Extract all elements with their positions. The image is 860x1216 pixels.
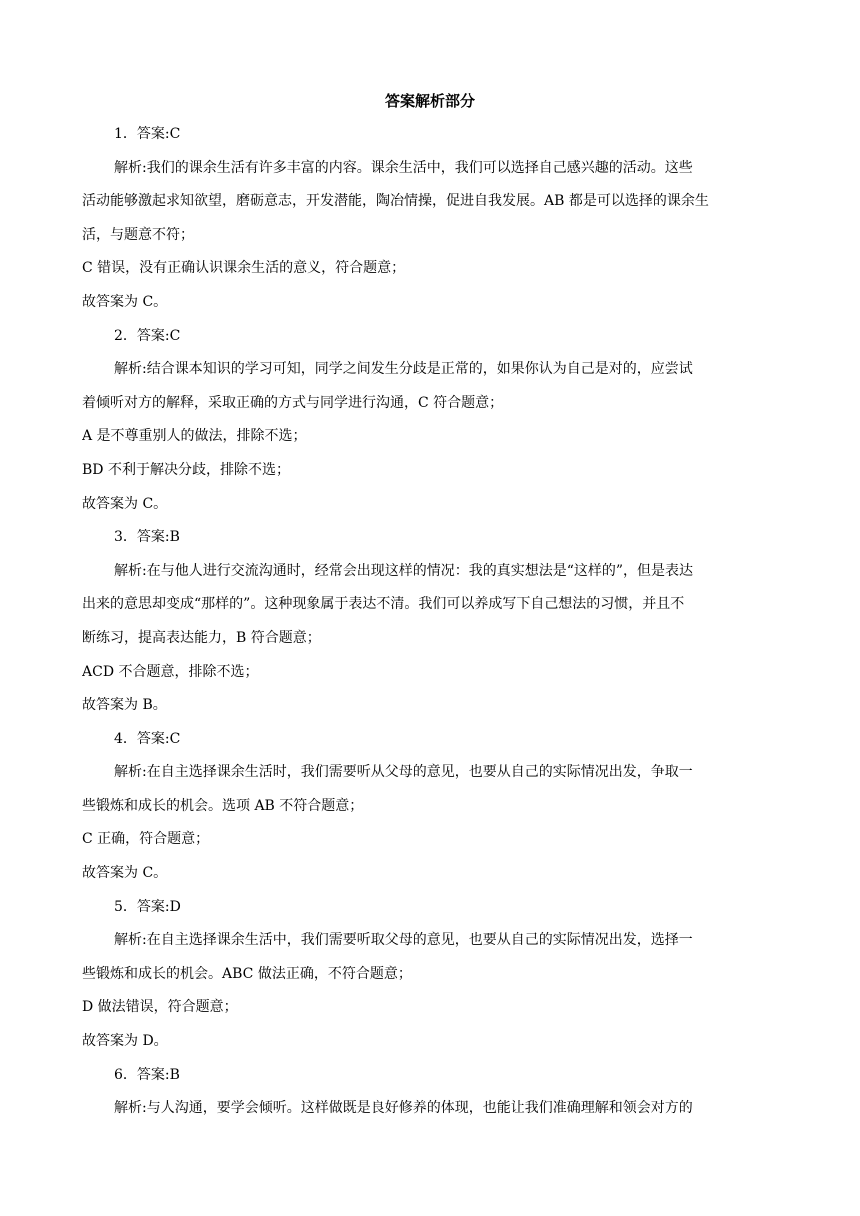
conclusion-line: 故答案为 C。 — [82, 293, 168, 310]
analysis-line: 解析:在与他人进行交流沟通时，经常会出现这样的情况：我的真实想法是“这样的”，但是表达 — [114, 562, 694, 579]
analysis-line: 解析:与人沟通，要学会倾听。这样做既是良好修养的体现，也能让我们准确理解和领会对方的 — [114, 1100, 693, 1117]
conclusion-line: 故答案为 B。 — [82, 697, 167, 714]
analysis-line: 出来的意思却变成“那样的”。这种现象属于表达不清。我们可以养成写下自己想法的习惯，并且不 — [82, 596, 685, 613]
analysis-line: 活，与题意不符； — [82, 226, 194, 243]
analysis-line: 解析:在自主选择课余生活时，我们需要听从父母的意见，也要从自己的实际情况出发，争取一 — [114, 764, 693, 781]
analysis-line: 着倾听对方的解释，采取正确的方式与同学进行沟通，C 符合题意； — [82, 394, 504, 411]
analysis-line: 解析:在自主选择课余生活中，我们需要听取父母的意见，也要从自己的实际情况出发，选择一 — [114, 932, 693, 949]
conclusion-line: 故答案为 D。 — [82, 1033, 168, 1050]
answer-header: 2．答案:C — [114, 327, 181, 344]
analysis-line: 些锻炼和成长的机会。选项 AB 不符合题意； — [82, 797, 364, 814]
page-title: 答案解析部分 — [384, 92, 475, 110]
option-line: C 错误，没有正确认识课余生活的意义，符合题意； — [82, 260, 406, 277]
answer-header: 6．答案:B — [114, 1066, 180, 1083]
analysis-line: 活动能够激起求知欲望，磨砺意志，开发潜能，陶冶情操，促进自我发展。AB 都是可以选择的课余生 — [82, 193, 709, 210]
analysis-line: 解析:结合课本知识的学习可知，同学之间发生分歧是正常的，如果你认为自己是对的，应尝试 — [114, 361, 693, 378]
answer-item — [82, 723, 782, 891]
answer-header: 4．答案:C — [114, 730, 181, 747]
option-line: ACD 不合题意，排除不选； — [82, 663, 259, 680]
answer-item — [82, 891, 782, 1059]
answer-item — [82, 320, 782, 522]
analysis-line: 断练习，提高表达能力，B 符合题意； — [82, 629, 321, 646]
answer-list — [82, 118, 782, 1126]
answer-header: 1．答案:C — [114, 126, 181, 142]
answer-header: 5．答案:D — [114, 898, 181, 915]
answer-item — [82, 1059, 782, 1126]
analysis-line: 解析:我们的课余生活有许多丰富的内容。课余生活中，我们可以选择自己感兴趣的活动。这些 — [114, 159, 693, 176]
answer-item — [82, 118, 782, 320]
conclusion-line: 故答案为 C。 — [82, 865, 168, 882]
answer-item — [82, 521, 782, 723]
option-line: C 正确，符合题意； — [82, 831, 210, 848]
option-line: BD 不利于解决分歧，排除不选； — [82, 461, 290, 478]
analysis-line: 些锻炼和成长的机会。ABC 做法正确，不符合题意； — [82, 965, 412, 982]
option-line: D 做法错误，符合题意； — [82, 999, 238, 1016]
conclusion-line: 故答案为 C。 — [82, 495, 168, 512]
option-line: A 是不尊重别人的做法，排除不选； — [82, 428, 307, 445]
answer-header: 3．答案:B — [114, 529, 180, 546]
